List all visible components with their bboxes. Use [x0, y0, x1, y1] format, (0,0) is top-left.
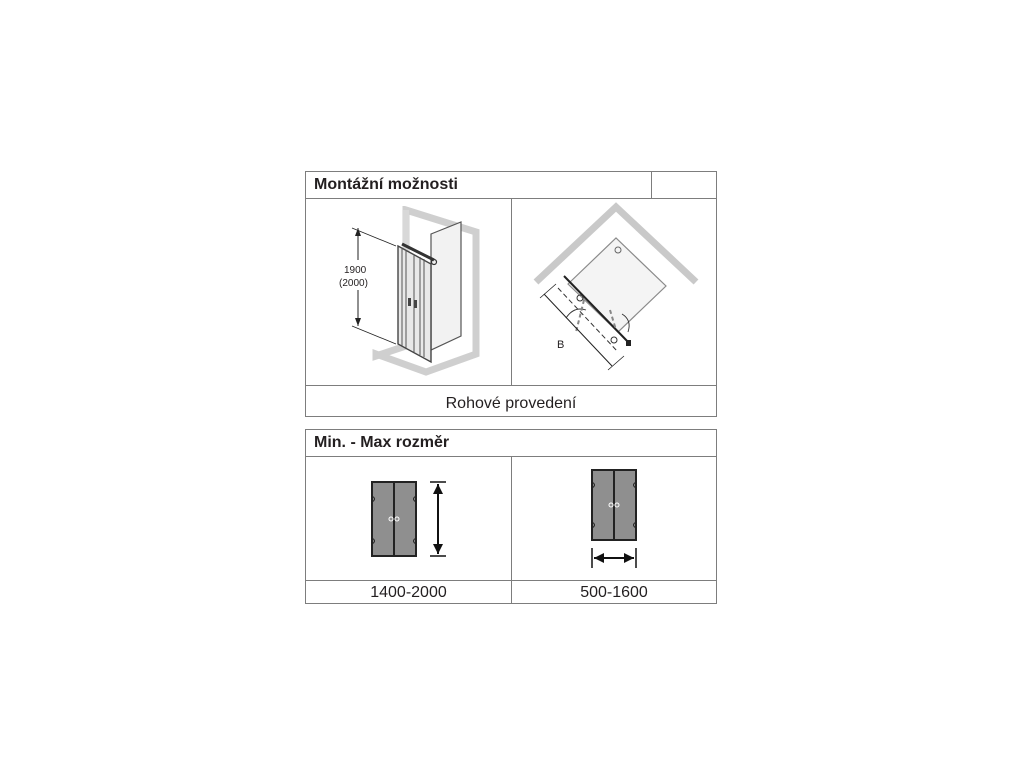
mounting-options-title: Montážní možnosti	[314, 176, 458, 193]
size-column-divider	[511, 457, 512, 604]
width-range-value: 500-1600	[580, 584, 648, 601]
corner-enclosure-plan-drawing	[526, 202, 706, 382]
mounting-options-panel	[305, 171, 717, 417]
door-height-icon	[368, 478, 458, 560]
corner-enclosure-3d-drawing	[336, 206, 486, 378]
mounting-options-header	[306, 172, 716, 199]
size-range-header	[306, 430, 716, 457]
caption-divider	[306, 385, 716, 386]
door-width-icon	[588, 466, 648, 572]
column-divider	[511, 199, 512, 386]
height-label-2000: (2000)	[339, 278, 368, 289]
size-caption-divider	[306, 580, 716, 581]
plan-dimension-label: B	[557, 339, 565, 351]
height-range-value: 1400-2000	[370, 584, 447, 601]
height-label-1900: 1900	[344, 265, 367, 276]
size-range-panel	[305, 429, 717, 604]
mounting-caption: Rohové provedení	[445, 395, 577, 412]
header-divider	[651, 172, 652, 198]
size-range-title: Min. - Max rozměr	[314, 434, 450, 451]
